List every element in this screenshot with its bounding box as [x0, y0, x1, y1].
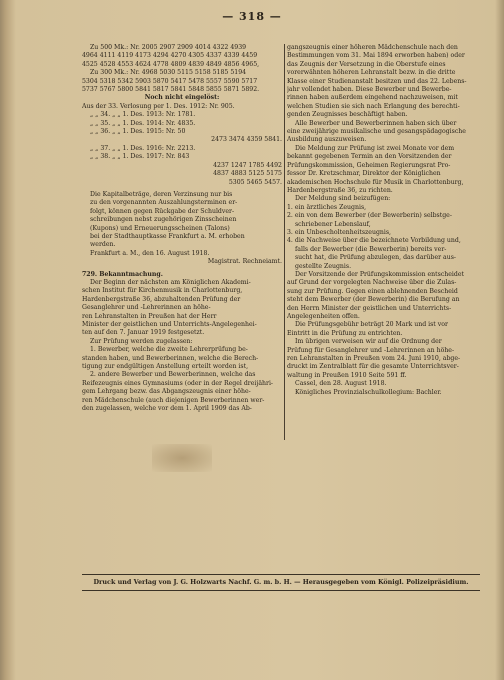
left-column-text-line: zu den vorgenannten Auszahlungsterminen er-	[90, 199, 238, 207]
left-column-text-line: Zu 300 Mk.: Nr. 4968 5030 5115 5158 5185 5194	[90, 69, 247, 77]
column-divider	[284, 44, 285, 440]
left-column-text-line: „ „ 34. „ „ 1. Des. 1913: Nr. 1781.	[90, 111, 196, 119]
right-column-text-line: Cassel, den 28. August 1918.	[295, 380, 387, 388]
right-column-text-line: 1. ein ärztliches Zeugnis,	[287, 203, 367, 211]
left-column-text-line: 4964 4111 4119 4173 4294 4270 4305 4337 4339 4459	[82, 52, 258, 60]
left-column-text-line: standen haben, und Bewerberinnen, welche die Berech-	[82, 354, 259, 362]
right-column-text-line: das Zeugnis der Versetzung in die Oberstufe eines	[287, 60, 446, 68]
left-column-text-line: werden.	[90, 241, 116, 249]
right-column-text-line: Alle Bewerber und Bewerberinnen haben sich über	[295, 119, 457, 127]
footer-rule-bottom	[82, 590, 480, 591]
left-column-text-line: Hardenbergstraße 36, abzuhaltenden Prüfung der	[82, 295, 241, 303]
right-column-text-line: Eintritt in die Prüfung zu entrichten.	[287, 329, 403, 337]
right-column-text-line: Der Vorsitzende der Prüfungskommission entscheidet	[295, 270, 465, 278]
left-column-text-line: schen Institut für Kirchenmusik in Charlottenburg,	[82, 287, 243, 295]
right-column-text-line: Die Prüfungsgebühr beträgt 20 Mark und ist vor	[295, 321, 448, 329]
right-column-text-line: rinnen haben außerdem eingehend nachzuweisen, mit	[287, 94, 458, 102]
footer-rule-top	[82, 574, 480, 575]
left-column-text-line: 4837 4883 5125 5175	[213, 170, 282, 178]
left-column-text-line: Gesanglehrer und -Lehrerinnen an höhe-	[82, 304, 211, 312]
right-column-text-line: Ausbildung auszuweisen.	[287, 136, 367, 144]
left-column-text-line: (Kupons) und Erneuerungsscheinen (Talons)	[90, 224, 230, 232]
left-column-text-line: 5737 5767 5800 5841 5817 5841 5848 5855 5871 5892.	[82, 86, 260, 94]
right-column-text-line: akademischen Hochschule für Musik in Charlottenburg,	[287, 178, 464, 186]
right-column-text-line: Prüfung für Gesanglehrer und -Lehrerinnen an höhe-	[287, 346, 455, 354]
left-column-text-line: gem Lehrgang bezw. das Abgangszeugnis einer höhe-	[82, 388, 251, 396]
right-column-text-line: den Herrn Minister der geistlichen und Unterrichts-	[287, 304, 452, 312]
right-column-text-line: 3. ein Unbescholtenheitszeugnis,	[287, 228, 392, 236]
right-column-text-line: steht dem Bewerber (der Bewerberin) die Berufung an	[287, 296, 460, 304]
left-column-text-line: „ „ 35. „ „ 1. Des. 1914: Nr. 4835.	[90, 119, 196, 127]
left-column-text-line: ren Mädchenschule (auch diejenigen Bewerberinnen wer-	[82, 396, 265, 404]
left-column-text-line: ten auf den 7. Januar 1919 festgesetzt.	[82, 329, 205, 337]
left-column-text-line: Frankfurt a. M., den 16. August 1918.	[90, 249, 210, 257]
right-column-text-line: falls der Bewerber (die Bewerberin) bereits ver-	[295, 245, 447, 253]
left-column-text-line: folgt, können gegen Rückgabe der Schuldver-	[90, 207, 235, 215]
left-column-text-line: 4237 1247 1785 4492	[213, 161, 282, 169]
left-column-text-line: 2473 3474 4359 5841.	[211, 136, 282, 144]
right-column-text-line: Angelegenheiten offen.	[287, 313, 360, 320]
left-column-text-line: Zu 500 Mk.: Nr. 2005 2907 2909 4014 4322 4939	[90, 44, 247, 51]
right-column-text-line: ren Lehranstalten in Preußen vom 24. Juni 1910, abge-	[287, 355, 461, 363]
right-column-text-line: gangszeugnis einer höheren Mädchenschule nach den	[287, 44, 458, 51]
right-column-text-line: Im übrigen verweisen wir auf die Ordnung der	[295, 338, 442, 346]
left-column-text-line: 729. Bekanntmachung.	[82, 270, 163, 278]
left-column-text-line: Magistrat. Rechneiamt.	[207, 258, 282, 266]
right-column-text-line: genden Zeugnisses beschäftigt haben.	[287, 111, 408, 119]
right-column-text-line: jahr vollendet haben. Diese Bewerber und Bewerbe-	[287, 86, 452, 94]
left-column-text-line: Zur Prüfung werden zugelassen:	[90, 337, 193, 345]
left-column-text-line: „ „ 36. „ „ 1. Des. 1915: Nr. 50	[90, 128, 186, 136]
left-column	[82, 44, 282, 484]
right-column-text-line: Der Meldung sind beizufügen:	[295, 195, 391, 203]
right-column-text-line: auf Grund der vorgelegten Nachweise über die Zulas-	[287, 279, 457, 287]
right-column-text-line: schriebener Lebenslauf,	[295, 220, 371, 228]
left-column-text-line: Minister der geistlichen und Unterrichts-Angelegenhei-	[82, 321, 257, 328]
right-column-text-line: welchen Studien sie sich nach Erlangung des berechti-	[287, 102, 460, 110]
left-column-text-line: Aus der 33. Verlosung per 1. Des. 1912: Nr. 905.	[82, 102, 235, 110]
right-column-text-line: Königliches Provinzialschulkollegium: Bachler.	[295, 388, 442, 396]
paper-stain	[152, 444, 212, 472]
left-column-text-line: Die Kapitalbeträge, deren Verzinsung nur bis	[90, 190, 233, 198]
right-column-text-line: eine zweijährige musikalische und gesangspädagogische	[287, 128, 466, 136]
left-column-text-line: 5304 5318 5342 5903 5870 5417 5478 5557 5590 5717	[82, 77, 258, 85]
left-column-text-line: Noch nicht eingelöst:	[144, 94, 220, 102]
right-column-text-line: Die Meldung zur Prüfung ist zwei Monate vor dem	[295, 144, 455, 152]
left-column-text-line: ren Lehranstalten in Preußen hat der Herr	[82, 312, 217, 320]
right-column-text-line: Klasse einer Studienanstalt besitzen und das 22. Lebens-	[287, 77, 467, 85]
right-column-text-line: sung zur Prüfung. Gegen einen ablehnenden Bescheid	[287, 287, 458, 295]
left-column-text-line: Reifezeugnis eines Gymnasiums (oder in der Regel dreijähri-	[82, 379, 274, 387]
left-column-text-line: bei der Stadthauptkasse Frankfurt a. M. erhoben	[90, 232, 245, 240]
right-column-text-line: gestellte Zeugnis.	[295, 262, 352, 270]
right-column-text-line: druckt im Zentralblatt für die gesamte Unterrichtsver-	[287, 363, 459, 371]
right-column-text-line: Hardenbergstraße 36, zu richten.	[287, 186, 393, 194]
right-column-text-line: sucht hat, die Prüfung abzulegen, das darüber aus-	[295, 254, 456, 262]
left-column-text-line: 1. Bewerber, welche die zweite Lehrerprüfung be-	[90, 346, 248, 354]
left-column-text-line: „ „ 37. „ „ 1. Des. 1916: Nr. 2213.	[90, 144, 196, 152]
left-column-text-line: schreibungen nebst zugehörigen Zinsscheinen	[90, 216, 237, 224]
left-column-text-line: tigung zur endgültigen Anstellung erteilt worden ist,	[82, 363, 249, 371]
left-column-text-line: den zugelassen, welche vor dem 1. April 1909 das Ab-	[82, 405, 252, 413]
right-column-text-line: fessor Dr. Kretzschmar, Direktor der Königlichen	[287, 170, 441, 178]
right-column-text-line: 4. die Nachweise über die bezeichnete Vorbildung und,	[287, 237, 461, 245]
left-column-text-line: „ „ 38. „ „ 1. Des. 1917: Nr. 843	[90, 153, 190, 161]
left-column-text-line: Der Beginn der nächsten am Königlichen Akademi-	[90, 278, 251, 286]
right-column-text-line: Prüfungskommission, Geheimen Regierungsrat Pro-	[287, 161, 451, 169]
right-column	[287, 44, 483, 444]
left-column-text-line: 5305 5465 5457.	[228, 178, 282, 186]
imprint-footer: Druck und Verlag von J. G. Holzwarts Nachf. G. m. b. H. — Herausgegeben vom Königl. Polizeipräsidium.	[93, 578, 469, 586]
right-column-text-line: bekannt gegebenen Termin an den Vorsitzenden der	[287, 153, 452, 161]
right-column-text-line: waltung in Preußen 1910 Seite 591 ff.	[287, 371, 407, 379]
page-number: — 318 —	[222, 10, 282, 23]
right-column-text-line: 2. ein von dem Bewerber (der Bewerberin) selbstge-	[287, 212, 452, 220]
left-column-text-line: 4525 4528 4553 4624 4778 4809 4839 4849 4856 4965,	[82, 60, 260, 68]
right-column-text-line: Bestimmungen vom 31. Mai 1894 erworben haben) oder	[287, 52, 465, 60]
right-column-text-line: vorerwähnten höheren Lehranstalt bezw. in die dritte	[287, 69, 456, 77]
left-column-text-line: 2. andere Bewerber und Bewerberinnen, welche das	[90, 371, 256, 379]
